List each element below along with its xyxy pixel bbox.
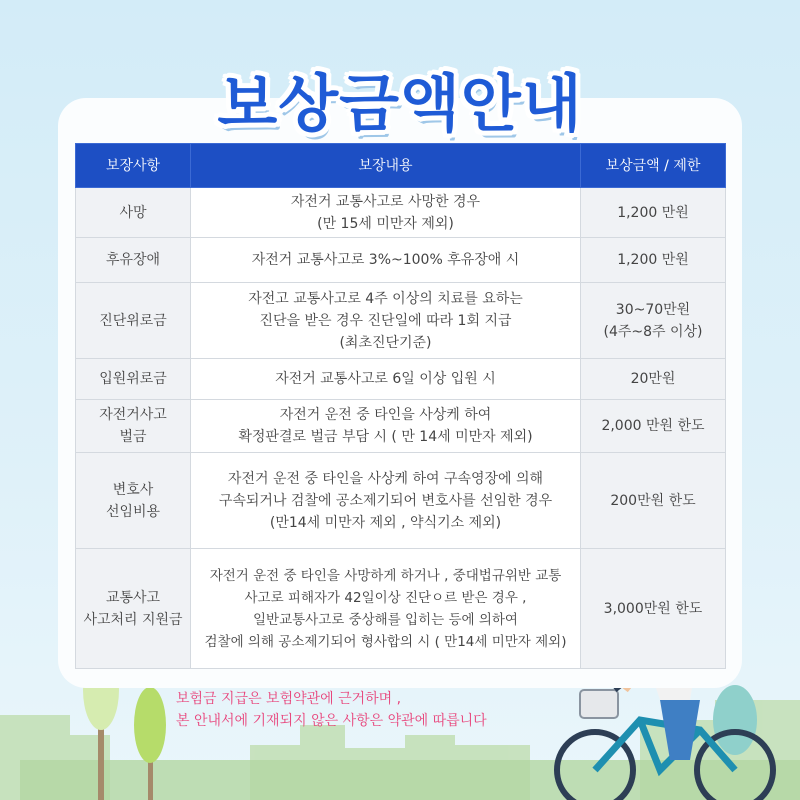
- notice-line: 보험금 지급은 보험약관에 근거하며 ,: [176, 691, 402, 707]
- row-item: [76, 453, 191, 549]
- row-content: [191, 453, 581, 549]
- cell-line: 20만원: [630, 371, 676, 387]
- row-item: [76, 283, 191, 359]
- cell-line: 벌금: [119, 429, 147, 445]
- table-row: [76, 188, 726, 238]
- cell-line: 자전거사고: [99, 407, 167, 423]
- cell-line: 2,000 만원 한도: [601, 418, 705, 434]
- cell-line: 진단을 받은 경우 진단일에 따라 1회 지급: [259, 312, 512, 329]
- cell-line: 1,200 만원: [617, 204, 689, 221]
- cell-line: 구속되거나 검찰에 공소제기되어 변호사를 선임한 경우: [218, 492, 553, 509]
- header-amount: 보상금액 / 제한: [581, 144, 726, 188]
- cell-line: (최초진단기준): [339, 334, 432, 351]
- cell-line: 30~70만원: [615, 301, 691, 318]
- row-amount: [581, 549, 726, 669]
- cell-line: 자전거 운전 중 타인을 사상케 하여 구속영장에 의해: [227, 470, 544, 487]
- row-amount: [581, 400, 726, 453]
- cell-line: 교통사고: [105, 589, 161, 606]
- row-item: [76, 238, 191, 283]
- row-item: [76, 359, 191, 400]
- page-title: 보상금액안내: [217, 67, 583, 140]
- cell-line: 검찰에 의해 공소제기되어 형사합의 시 ( 만14세 미만자 제외): [204, 633, 567, 650]
- row-amount: [581, 359, 726, 400]
- row-amount: [581, 188, 726, 238]
- cell-line: 자전거 운전 중 타인을 사망하게 하거나 , 중대법규위반 교통: [209, 567, 562, 584]
- row-item: [76, 549, 191, 669]
- header-content: 보장내용: [191, 144, 581, 188]
- cell-line: 3,000만원 한도: [603, 600, 703, 617]
- table-row: [76, 549, 726, 669]
- header-item: 보장사항: [76, 144, 191, 188]
- cell-line: 자전거 운전 중 타인을 사상케 하여: [279, 407, 492, 423]
- cell-line: 200만원 한도: [610, 492, 696, 509]
- table-row: [76, 359, 726, 400]
- row-amount: [581, 453, 726, 549]
- cell-line: 선임비용: [105, 503, 161, 520]
- cell-line: 변호사: [112, 481, 154, 498]
- table-row: [76, 283, 726, 359]
- cell-line: 사고로 피해자가 42일이상 진단ㅇ르 받은 경우 ,: [244, 589, 527, 606]
- row-content: [191, 359, 581, 400]
- cell-line: 사고처리 지원금: [83, 611, 183, 628]
- cell-line: 확정판결로 벌금 부담 시 ( 만 14세 미만자 제외): [238, 429, 533, 445]
- row-amount: [581, 238, 726, 283]
- cell-line: (만14세 미만자 제외 , 약식기소 제외): [269, 514, 502, 531]
- cell-line: 자전고 교통사고로 4주 이상의 치료를 요하는: [248, 290, 523, 307]
- row-content: [191, 549, 581, 669]
- cell-line: 진단위로금: [99, 312, 167, 329]
- notice-line: 본 안내서에 기재되지 않은 사항은 약관에 따릅니다: [176, 713, 487, 729]
- cell-line: (4주~8주 이상): [603, 323, 703, 340]
- row-content: [191, 400, 581, 453]
- row-item: [76, 188, 191, 238]
- cell-line: (만 15세 미만자 제외): [317, 215, 454, 232]
- table-header-row: [76, 144, 726, 188]
- insurance-notice: [176, 688, 487, 732]
- coverage-table: [75, 143, 726, 669]
- row-content: [191, 188, 581, 238]
- cell-line: 사망: [119, 204, 147, 221]
- table-row: [76, 400, 726, 453]
- cell-line: 1,200 만원: [617, 252, 689, 268]
- row-content: [191, 238, 581, 283]
- cell-line: 후유장애: [105, 252, 161, 268]
- row-content: [191, 283, 581, 359]
- cell-line: 자전거 교통사고로 사망한 경우: [290, 193, 481, 210]
- cell-line: 일반교통사고로 중상해를 입히는 등에 의하여: [253, 611, 518, 628]
- row-item: [76, 400, 191, 453]
- cell-line: 자전거 교통사고로 6일 이상 입원 시: [275, 371, 496, 387]
- cell-line: 자전거 교통사고로 3%~100% 후유장애 시: [251, 252, 520, 268]
- row-amount: [581, 283, 726, 359]
- table-row: [76, 238, 726, 283]
- table-row: [76, 453, 726, 549]
- cell-line: 입원위로금: [99, 371, 167, 387]
